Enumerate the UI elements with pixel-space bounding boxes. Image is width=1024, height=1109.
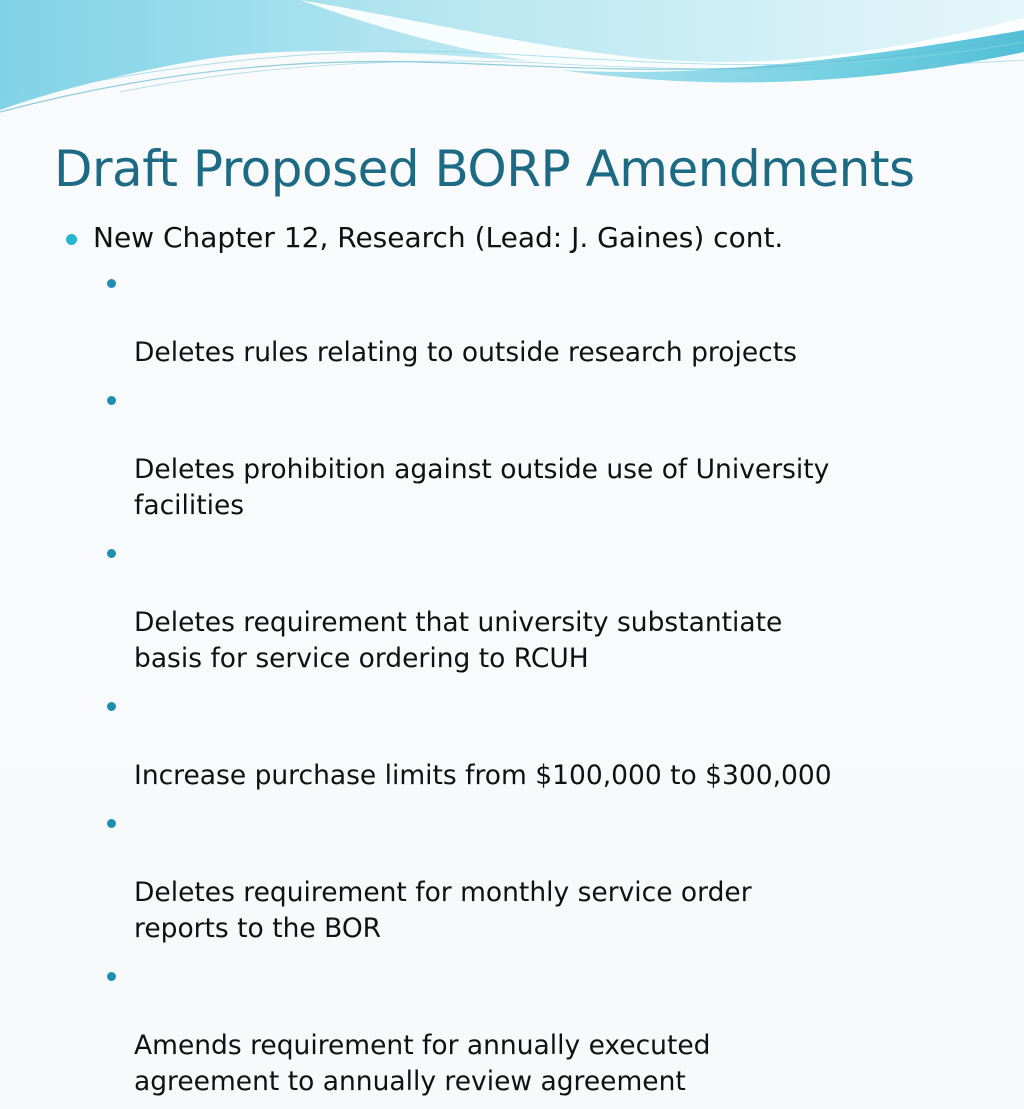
sub-bullet bbox=[103, 533, 982, 677]
sub-bullet bbox=[103, 686, 982, 794]
sub-bullet-text: Deletes prohibition against outside use of University facilities bbox=[134, 454, 830, 521]
sub-bullet-text: Increase purchase limits from $100,000 to $300,000 bbox=[134, 760, 832, 791]
slide-title: Draft Proposed BORP Amendments bbox=[54, 140, 915, 198]
bullet-level1-text: New Chapter 12, Research (Lead: J. Gaines) cont. bbox=[93, 221, 784, 254]
sub-bullet bbox=[103, 803, 982, 947]
sub-bullet-dot-icon bbox=[107, 549, 116, 558]
wave-header-decoration bbox=[0, 0, 1024, 130]
sub-bullet bbox=[103, 380, 982, 524]
sub-bullet-dot-icon bbox=[107, 972, 116, 981]
sub-bullet bbox=[103, 263, 982, 371]
bullet-list bbox=[62, 218, 982, 1109]
sub-bullet-text: Amends requirement for annually executed agreement to annually review agreement bbox=[134, 1030, 711, 1097]
sub-bullet-dot-icon bbox=[107, 279, 116, 288]
sub-bullet bbox=[103, 956, 982, 1100]
sub-bullet-text: Deletes requirement for monthly service order reports to the BOR bbox=[134, 877, 752, 944]
sub-bullet-list bbox=[103, 263, 982, 1100]
bullet-dot-icon bbox=[66, 234, 77, 245]
sub-bullet-text: Deletes rules relating to outside research projects bbox=[134, 337, 797, 368]
sub-bullet-text: Deletes requirement that university substantiate basis for service ordering to RCUH bbox=[134, 607, 783, 674]
sub-bullet-dot-icon bbox=[107, 396, 116, 405]
sub-bullet-dot-icon bbox=[107, 702, 116, 711]
sub-bullet-dot-icon bbox=[107, 819, 116, 828]
bullet-level1 bbox=[62, 218, 982, 258]
